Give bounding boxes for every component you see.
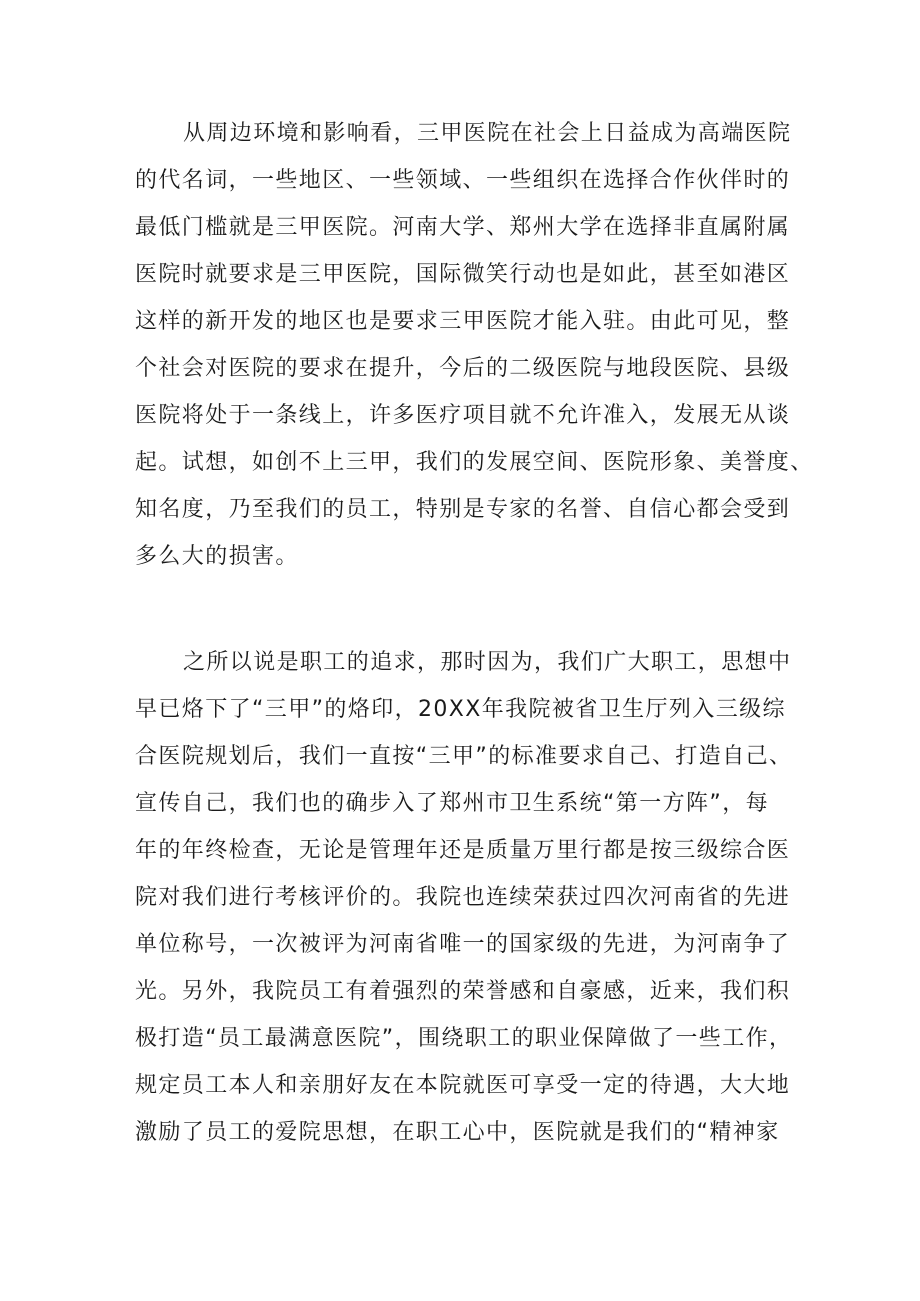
paragraph-line: 医院将处于一条线上，许多医疗项目就不允许准入，发展无从谈 <box>135 403 791 428</box>
paragraph-line: 宣传自己，我们也的确步入了郑州市卫生系统“第一方阵”，每 <box>135 791 769 816</box>
paragraph-line: 光。另外，我院员工有着强烈的荣誉感和自豪感，近来，我们积 <box>135 979 791 1004</box>
paragraph-line: 合医院规划后，我们一直按“三甲”的标准要求自己、打造自己、 <box>135 744 793 769</box>
paragraph-1 <box>135 110 814 580</box>
paragraph-line: 激励了员工的爱院思想，在职工心中，医院就是我们的“精神家 <box>135 1120 780 1145</box>
paragraph-line: 院对我们进行考核评价的。我院也连续荣获过四次河南省的先进 <box>135 885 791 910</box>
paragraph-line: 个社会对医院的要求在提升，今后的二级医院与地段医院、县级 <box>135 356 791 381</box>
paragraph-line: 起。试想，如创不上三甲，我们的发展空间、医院形象、美誉度、 <box>135 450 814 475</box>
paragraph-line: 这样的新开发的地区也是要求三甲医院才能入驻。由此可见，整 <box>135 309 791 334</box>
paragraph-line: 年的年终检查，无论是管理年还是质量万里行都是按三级综合医 <box>135 838 791 863</box>
paragraph-line: 早已烙下了“三甲”的烙印，20XX年我院被省卫生厅列入三级综 <box>135 697 786 722</box>
paragraph-line: 最低门槛就是三甲医院。河南大学、郑州大学在选择非直属附属 <box>135 215 791 240</box>
paragraph-line: 之所以说是职工的追求，那时因为，我们广大职工，思想中 <box>183 650 792 675</box>
paragraph-line: 多么大的损害。 <box>135 544 299 569</box>
paragraph-line: 医院时就要求是三甲医院，国际微笑行动也是如此，甚至如港区 <box>135 262 791 287</box>
paragraph-2 <box>135 639 807 1156</box>
paragraph-line: 单位称号，一次被评为河南省唯一的国家级的先进，为河南争了 <box>135 932 791 957</box>
paragraph-line: 从周边环境和影响看，三甲医院在社会上日益成为高端医院 <box>183 121 792 146</box>
paragraph-line: 规定员工本人和亲朋好友在本院就医可享受一定的待遇，大大地 <box>135 1073 791 1098</box>
paragraph-line: 极打造“员工最满意医院”，围绕职工的职业保障做了一些工作， <box>135 1026 793 1051</box>
paragraph-line: 的代名词，一些地区、一些领域、一些组织在选择合作伙伴时的 <box>135 168 791 193</box>
paragraph-line: 知名度，乃至我们的员工，特别是专家的名誉、自信心都会受到 <box>135 497 791 522</box>
